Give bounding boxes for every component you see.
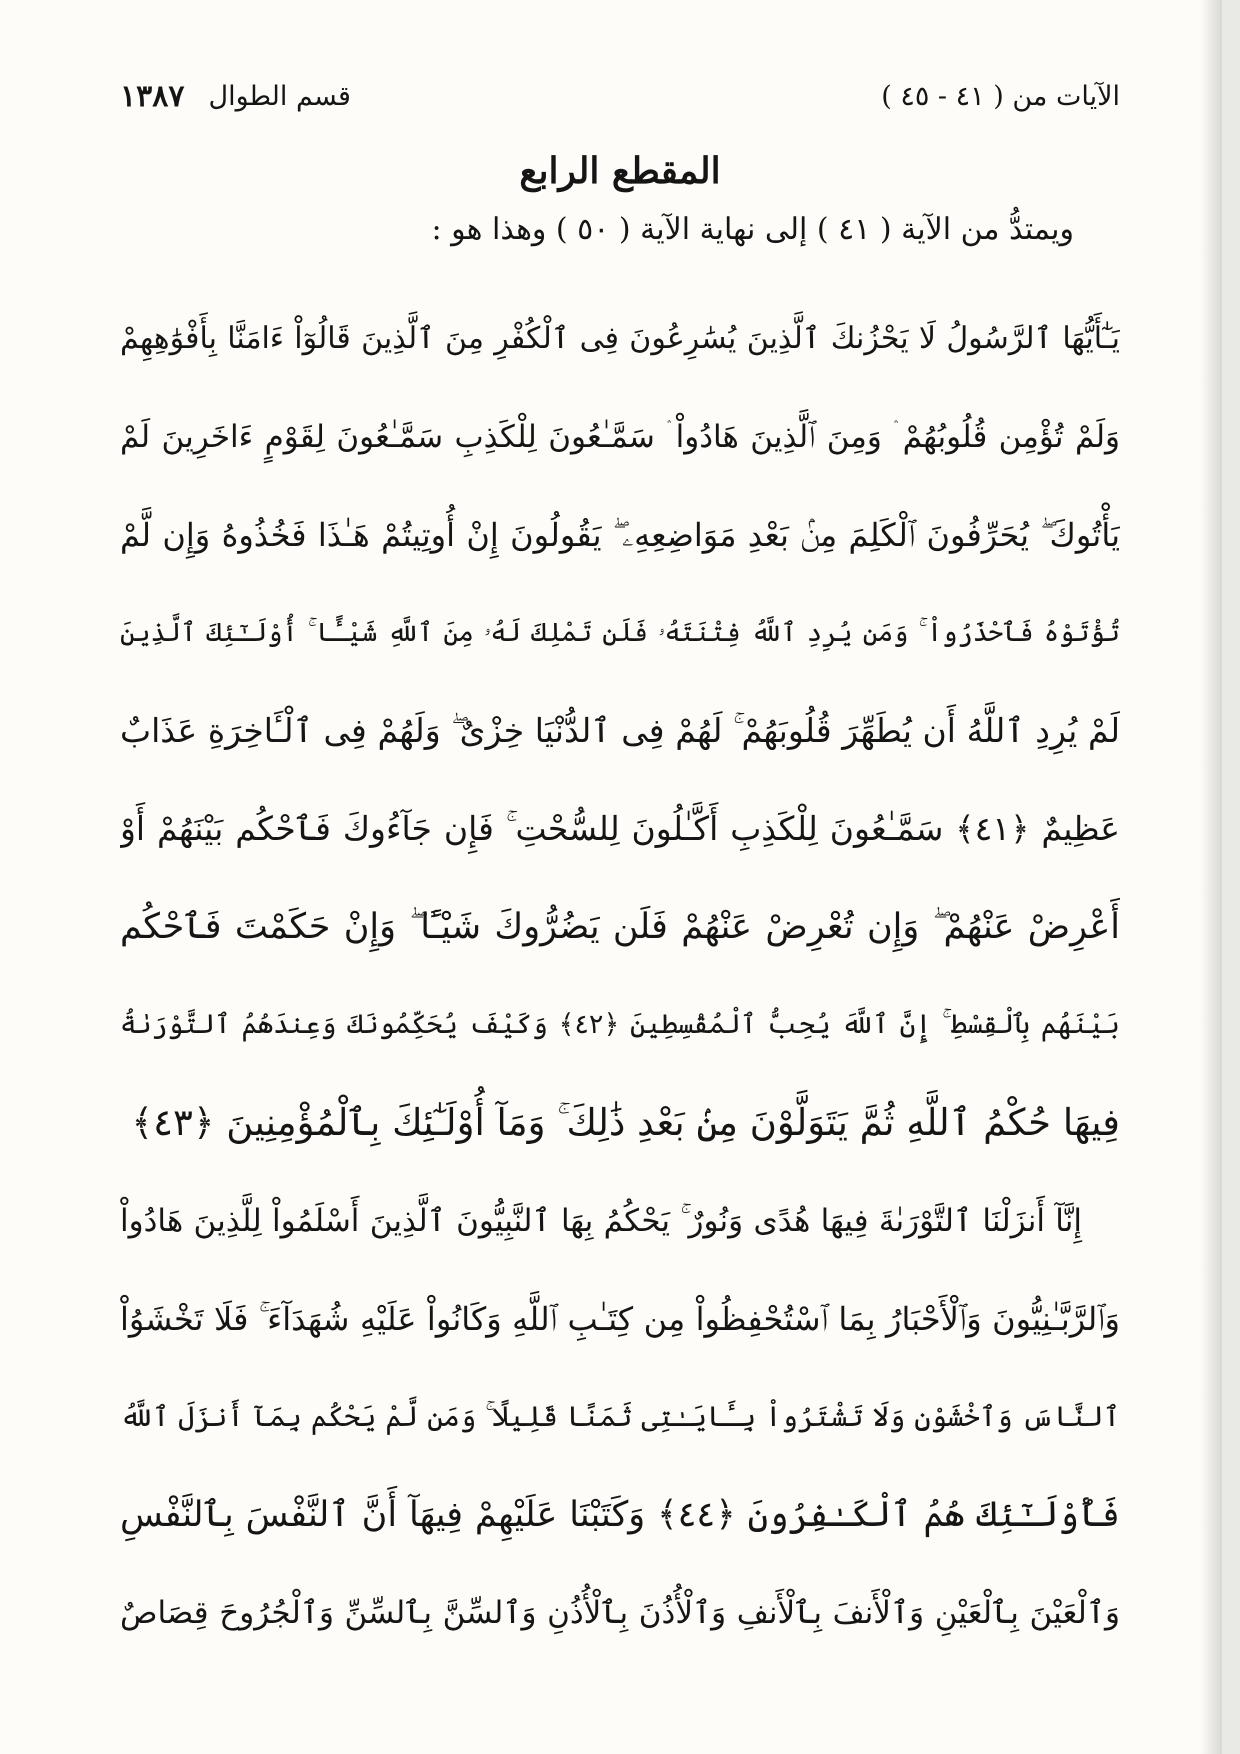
verse-line: يَأْتُوكَ ۖ يُحَرِّفُونَ ٱلْكَلِمَ مِنۢ بَعْدِ مَوَاضِعِهِۦ ۖ يَقُولُونَ إِنْ أُوتِيتُمْ هَـٰذَا فَخُذُوهُ وَإِن لَّمْ xyxy=(120,516,1120,554)
verse-line: بَيْنَهُم بِٱلْقِسْطِ ۚ إِنَّ ٱللَّهَ يُحِبُّ ٱلْمُقْسِطِينَ ﴿٤٢﴾ وَكَيْفَ يُحَكِّمُونَكَ وَعِندَهُمُ ٱلتَّوْرَىٰةُ xyxy=(120,1009,1120,1040)
verse-line: ٱلنَّاسَ وَٱخْشَوْنِ وَلَا تَشْتَرُواْ بِـَٔايَـٰتِى ثَمَنًا قَلِيلًا ۚ وَمَن لَّمْ يَحْكُم بِمَآ أَنزَلَ ٱللَّهُ xyxy=(120,1400,1120,1433)
verses-block xyxy=(120,290,1120,1662)
verse-line: تُؤْتَوْهُ فَٱحْذَرُواْ ۚ وَمَن يُرِدِ ٱللَّهُ فِتْنَتَهُۥ فَلَن تَمْلِكَ لَهُۥ مِنَ ٱللَّهِ شَيْـًٔا ۚ أُوْلَـٰٓئِكَ ٱلَّذِينَ xyxy=(120,618,1120,648)
verse-line: وَٱلْعَيْنَ بِٱلْعَيْنِ وَٱلْأَنفَ بِٱلْأَنفِ وَٱلْأُذُنَ بِٱلْأُذُنِ وَٱلسِّنَّ بِٱلسِّنِّ وَٱلْجُرُوحَ قِصَاصٌ xyxy=(120,1595,1120,1631)
page-header xyxy=(120,72,1120,120)
verse-line: وَلَمْ تُؤْمِن قُلُوبُهُمْ ۛ وَمِنَ ٱلَّذِينَ هَادُواْ ۛ سَمَّـٰعُونَ لِلْكَذِبِ سَمَّـٰعُونَ لِقَوْمٍ ءَاخَرِينَ لَمْ xyxy=(120,419,1120,455)
page-gutter-shadow xyxy=(1200,0,1222,1754)
header-verse-range: الآيات من ( ٤١ - ٤٥ ) xyxy=(881,80,1120,112)
verse-line: عَظِيمٌ ﴿٤١﴾ سَمَّـٰعُونَ لِلْكَذِبِ أَكَّـٰلُونَ لِلسُّحْتِ ۚ فَإِن جَآءُوكَ فَٱحْكُم بَيْنَهُمْ أَوْ xyxy=(120,809,1120,848)
header-left-group xyxy=(120,79,351,114)
verse-line: أَعْرِضْ عَنْهُمْ ۖ وَإِن تُعْرِضْ عَنْهُمْ فَلَن يَضُرُّوكَ شَيْـًٔا ۖ وَإِنْ حَكَمْتَ فَٱحْكُم xyxy=(120,907,1120,947)
verse-line: فَأُوْلَـٰٓئِكَ هُمُ ٱلْكَـٰفِرُونَ ﴿٤٤﴾ وَكَتَبْنَا عَلَيْهِمْ فِيهَآ أَنَّ ٱلنَّفْسَ بِٱلنَّفْسِ xyxy=(120,1495,1120,1535)
section-title: المقطع الرابع xyxy=(519,150,721,192)
verse-line: وَٱلرَّبَّـٰنِيُّونَ وَٱلْأَحْبَارُ بِمَا ٱسْتُحْفِظُواْ مِن كِتَـٰبِ ٱللَّهِ وَكَانُواْ عَلَيْهِ شُهَدَآءَ ۚ فَلَا تَخْشَوُاْ xyxy=(120,1300,1120,1338)
page-number: ١٣٨٧ xyxy=(120,78,185,114)
verse-line: يَـٰٓأَيُّهَا ٱلرَّسُولُ لَا يَحْزُنكَ ٱلَّذِينَ يُسَٰرِعُونَ فِى ٱلْكُفْرِ مِنَ ٱلَّذِينَ قَالُوٓاْ ءَامَنَّا بِأَفْوَٰهِهِمْ xyxy=(120,321,1120,356)
verse-line: لَمْ يُرِدِ ٱللَّهُ أَن يُطَهِّرَ قُلُوبَهُمْ ۚ لَهُمْ فِى ٱلدُّنْيَا خِزْىٌ ۖ وَلَهُمْ فِى ٱلْـَٔاخِرَةِ عَذَابٌ xyxy=(120,711,1120,750)
intro-text: ويمتدُّ من الآية ( ٤١ ) إلى نهاية الآية ( ٥٠ ) وهذا هو : xyxy=(431,212,1074,247)
header-part-title: قسم الطوال xyxy=(208,80,351,112)
verse-line: إِنَّآ أَنزَلْنَا ٱلتَّوْرَىٰةَ فِيهَا هُدًى وَنُورٌ ۚ يَحْكُمُ بِهَا ٱلنَّبِيُّونَ ٱلَّذِينَ أَسْلَمُواْ لِلَّذِينَ هَادُواْ xyxy=(120,1203,1082,1239)
verse-line: فِيهَا حُكْمُ ٱللَّهِ ثُمَّ يَتَوَلَّوْنَ مِنۢ بَعْدِ ذَٰلِكَ ۚ وَمَآ أُوْلَـٰٓئِكَ بِٱلْمُؤْمِنِينَ ﴿٤٣﴾ xyxy=(131,1101,1120,1144)
